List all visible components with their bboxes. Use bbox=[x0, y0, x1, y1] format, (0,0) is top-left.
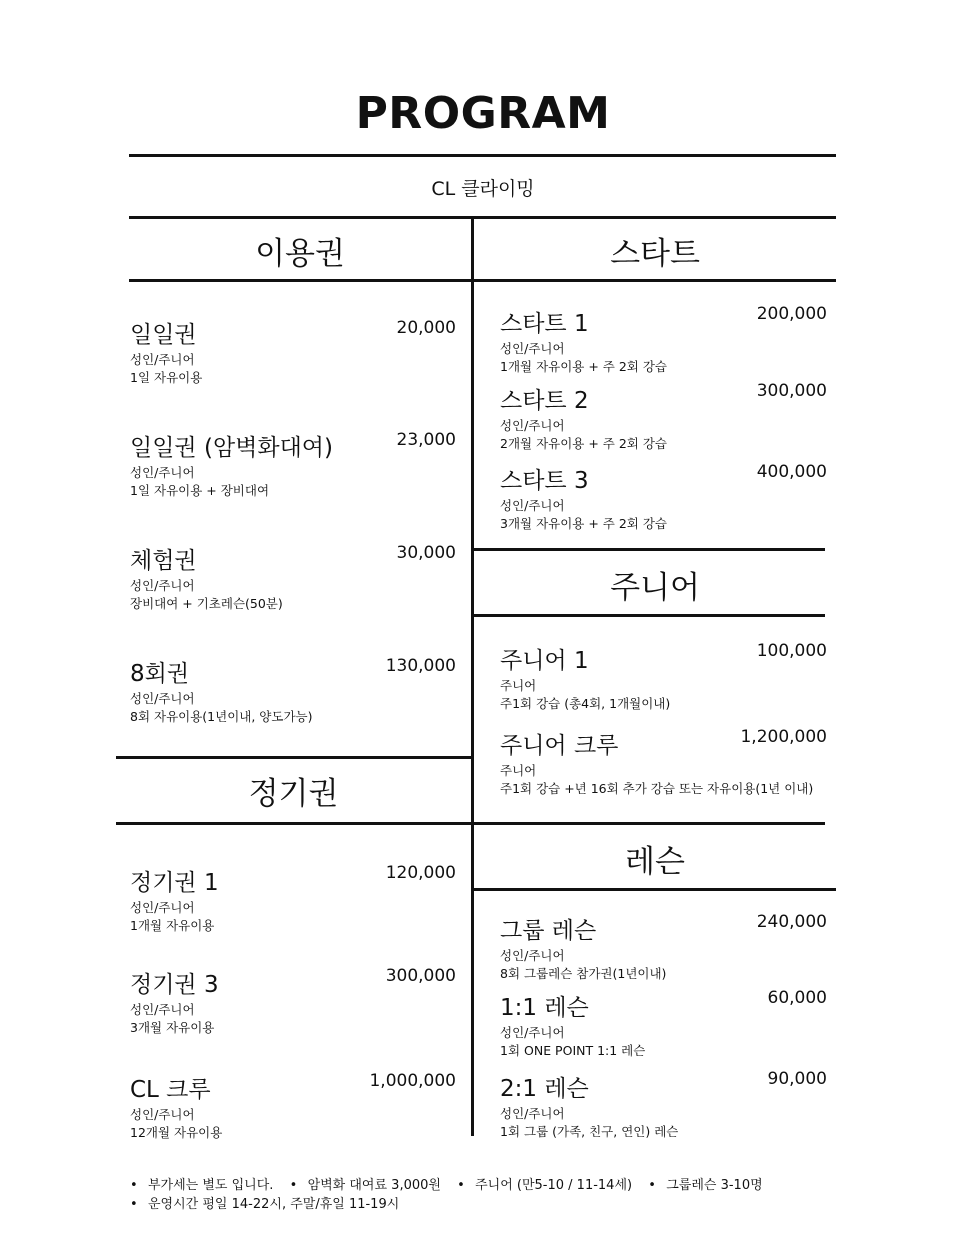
page-title: PROGRAM bbox=[355, 88, 611, 139]
item-price: 23,000 bbox=[396, 430, 456, 450]
item-name: 8회권 bbox=[130, 661, 190, 687]
bullet-icon: • bbox=[130, 1178, 138, 1193]
footer-notes bbox=[130, 1176, 763, 1214]
note-text: 그룹레슨 3-10명 bbox=[666, 1178, 763, 1193]
page-subtitle: CL 클라이밍 bbox=[431, 178, 535, 200]
item-description: 주1회 강습 (총4회, 1개월이내) bbox=[500, 696, 671, 711]
item-audience: 성인/주니어 bbox=[130, 465, 195, 480]
item-audience: 성인/주니어 bbox=[500, 341, 565, 356]
item-audience: 성인/주니어 bbox=[130, 900, 195, 915]
item-description: 3개월 자유이용 + 주 2회 강습 bbox=[500, 516, 667, 531]
note-text: 암벽화 대여료 3,000원 bbox=[307, 1178, 441, 1193]
item-name: 스타트 3 bbox=[500, 468, 589, 494]
note-text: 주니어 (만5-10 / 11-14세) bbox=[475, 1178, 633, 1193]
item-audience: 성인/주니어 bbox=[500, 418, 565, 433]
item-price: 300,000 bbox=[756, 381, 827, 401]
divider bbox=[129, 154, 836, 157]
item-audience: 성인/주니어 bbox=[500, 1025, 565, 1040]
item-price: 300,000 bbox=[385, 966, 456, 986]
item-description: 8회 그룹레슨 참가권(1년이내) bbox=[500, 966, 667, 981]
item-price: 1,200,000 bbox=[740, 727, 827, 747]
item-name: 체험권 bbox=[130, 548, 197, 574]
item-description: 장비대여 + 기초레슨(50분) bbox=[130, 596, 283, 611]
divider bbox=[474, 822, 825, 825]
item-name: 주니어 1 bbox=[500, 648, 589, 674]
item-price: 60,000 bbox=[767, 988, 827, 1008]
note-text: 운영시간 평일 14-22시, 주말/휴일 11-19시 bbox=[148, 1197, 400, 1212]
item-price: 1,000,000 bbox=[369, 1071, 456, 1091]
item-price: 240,000 bbox=[756, 912, 827, 932]
item-audience: 성인/주니어 bbox=[130, 1107, 195, 1122]
item-price: 90,000 bbox=[767, 1069, 827, 1089]
divider bbox=[129, 279, 836, 282]
item-description: 1개월 자유이용 bbox=[130, 918, 215, 933]
notes-line-1 bbox=[130, 1176, 763, 1195]
item-name: 일일권 (암벽화대여) bbox=[130, 435, 334, 461]
item-audience: 주니어 bbox=[500, 763, 537, 778]
item-description: 1회 그룹 (가족, 친구, 연인) 레슨 bbox=[500, 1124, 679, 1139]
item-description: 8회 자유이용(1년이내, 양도가능) bbox=[130, 709, 313, 724]
item-name: 일일권 bbox=[130, 322, 197, 348]
item-name: 1:1 레슨 bbox=[500, 995, 589, 1021]
item-audience: 성인/주니어 bbox=[130, 352, 195, 367]
item-price: 20,000 bbox=[396, 318, 456, 338]
item-name: 스타트 1 bbox=[500, 311, 589, 337]
item-description: 1회 ONE POINT 1:1 레슨 bbox=[500, 1043, 646, 1058]
item-audience: 주니어 bbox=[500, 678, 537, 693]
item-audience: 성인/주니어 bbox=[130, 1002, 195, 1017]
bullet-icon: • bbox=[130, 1197, 138, 1212]
item-name: 정기권 3 bbox=[130, 972, 219, 998]
divider bbox=[116, 822, 471, 825]
item-description: 3개월 자유이용 bbox=[130, 1020, 215, 1035]
item-name: 그룹 레슨 bbox=[500, 918, 597, 944]
item-name: 2:1 레슨 bbox=[500, 1076, 589, 1102]
item-name: 주니어 크루 bbox=[500, 733, 619, 759]
divider bbox=[116, 756, 471, 759]
section-heading-junior: 주니어 bbox=[610, 570, 700, 606]
item-description: 1일 자유이용 bbox=[130, 370, 203, 385]
item-audience: 성인/주니어 bbox=[500, 498, 565, 513]
column-divider bbox=[471, 218, 474, 1136]
item-audience: 성인/주니어 bbox=[130, 691, 195, 706]
item-price: 130,000 bbox=[385, 656, 456, 676]
bullet-icon: • bbox=[289, 1178, 298, 1193]
section-heading-lesson: 레슨 bbox=[625, 844, 685, 880]
note-text: 부가세는 별도 입니다. bbox=[148, 1178, 274, 1193]
item-description: 주1회 강습 +년 16회 추가 강습 또는 자유이용(1년 이내) bbox=[500, 781, 814, 796]
bullet-icon: • bbox=[648, 1178, 656, 1193]
item-audience: 성인/주니어 bbox=[500, 1106, 565, 1121]
section-heading-pass: 이용권 bbox=[255, 236, 345, 272]
divider bbox=[474, 614, 825, 617]
divider bbox=[474, 548, 825, 551]
item-name: 정기권 1 bbox=[130, 870, 219, 896]
item-price: 400,000 bbox=[756, 462, 827, 482]
item-audience: 성인/주니어 bbox=[500, 948, 565, 963]
item-name: 스타트 2 bbox=[500, 388, 589, 414]
section-heading-regular: 정기권 bbox=[248, 776, 339, 812]
bullet-icon: • bbox=[457, 1178, 465, 1193]
item-price: 120,000 bbox=[385, 863, 456, 883]
item-description: 1개월 자유이용 + 주 2회 강습 bbox=[500, 359, 667, 374]
divider bbox=[129, 216, 836, 219]
item-audience: 성인/주니어 bbox=[130, 578, 195, 593]
item-name: CL 크루 bbox=[130, 1077, 211, 1103]
item-description: 2개월 자유이용 + 주 2회 강습 bbox=[500, 436, 667, 451]
item-price: 30,000 bbox=[396, 543, 456, 563]
item-price: 100,000 bbox=[756, 641, 827, 661]
divider bbox=[474, 888, 836, 891]
item-price: 200,000 bbox=[756, 304, 827, 324]
section-heading-start: 스타트 bbox=[610, 236, 700, 272]
item-description: 1일 자유이용 + 장비대여 bbox=[130, 483, 270, 498]
notes-line-2 bbox=[130, 1195, 763, 1214]
item-description: 12개월 자유이용 bbox=[130, 1125, 223, 1140]
